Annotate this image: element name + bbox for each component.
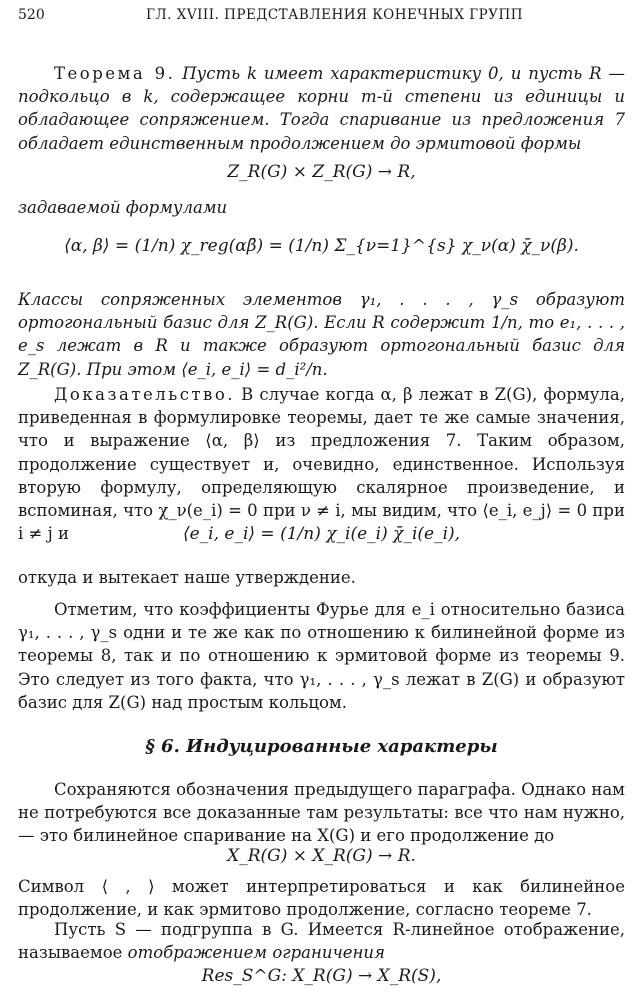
page-header — [18, 7, 621, 31]
section-heading: § 6. Индуцированные характеры — [145, 736, 498, 757]
section-paragraph-2: Символ ⟨ , ⟩ может интерпретироваться и как билинейное продолжение, и как эрмитово продолжение, согласно теореме 7. — [18, 877, 625, 920]
theorem-formula-1: Z_R(G) × Z_R(G) → R, — [227, 162, 416, 182]
section-formula-2: Res_S^G: X_R(G) → X_R(S), — [201, 966, 442, 986]
proof-label: Доказательство. — [54, 385, 236, 404]
proof-ending: откуда и вытекает наше утверждение. — [18, 568, 356, 587]
section-paragraph-1: Сохраняются обозначения предыдущего параграфа. Однако нам не потребуются все доказанные там результаты: все что нам нужно, — это билинейное спаривание на X(G) и его продолжение до — [18, 780, 625, 846]
theorem-formula-2: ⟨α, β⟩ = (1/n) χ_reg(αβ̄) = (1/n) Σ_{ν=1}^{s} χ_ν(α) χ̄_ν(β). — [64, 236, 579, 256]
section-formula-1: X_R(G) × X_R(G) → R. — [227, 846, 416, 866]
theorem-statement — [18, 62, 625, 155]
section-paragraph-3-start: Пусть S — подгруппа в G. Имеется R-линейное отображение, называемое — [18, 920, 625, 963]
proof-formula: ⟨e_i, e_i⟩ = (1/n) χ_i(e_i) χ̄_i(e_i), — [182, 524, 461, 544]
theorem-label: Теорема 9. — [54, 64, 176, 83]
theorem-text: Пусть k имеет характеристику 0, и пусть R — подкольцо в k, содержащее корни m-й степени из единицы и обладающее сопряжением. Тогда спаривание из предложения 7 обладает единственным продолжением до эрмитовой формы — [18, 64, 625, 153]
theorem-conclusion: Классы сопряженных элементов γ₁, . . . , γ_s образуют ортогональный базис для Z_R(G). Если R содержит 1/n, то e₁, . . . , e_s лежат в R и также образуют ортогональный базис для Z_R(G). При этом ⟨e_i, e_i⟩ = d_i²/n. — [18, 290, 625, 379]
section-paragraph-3-term: отображением ограничения — [127, 943, 385, 963]
running-title: ГЛ. XVIII. ПРЕДСТАВЛЕНИЯ КОНЕЧНЫХ ГРУПП — [145, 7, 524, 23]
page-number: 520 — [18, 7, 45, 23]
section-paragraph-3 — [18, 918, 625, 964]
proof-paragraph — [18, 383, 625, 545]
proof-text: В случае когда α, β лежат в Z(G), формула, приведенная в формулировке теоремы, дает те же самые значения, что и выражение ⟨α, β⟩ из предложения 7. Таким образом, продолжение существует и, очевидно, единственное. Используя вторую формулу, определяющую скалярное произведение, и вспоминая, что χ_ν(e_i) = 0 при ν ≠ i, мы видим, что ⟨e_i, e_j⟩ = 0 при i ≠ j и — [18, 385, 625, 544]
remark-paragraph: Отметим, что коэффициенты Фурье для e_i относительно базиса γ₁, . . . , γ_s одни и те же как по отношению к билинейной форме из теоремы 8, так и по отношению к эрмитовой форме из теоремы 9. Это следует из того факта, что γ₁, . . . , γ_s лежат в Z(G) и образуют базис для Z(G) над простым кольцом. — [18, 600, 625, 712]
theorem-lead-in: задаваемой формулами — [18, 198, 228, 217]
